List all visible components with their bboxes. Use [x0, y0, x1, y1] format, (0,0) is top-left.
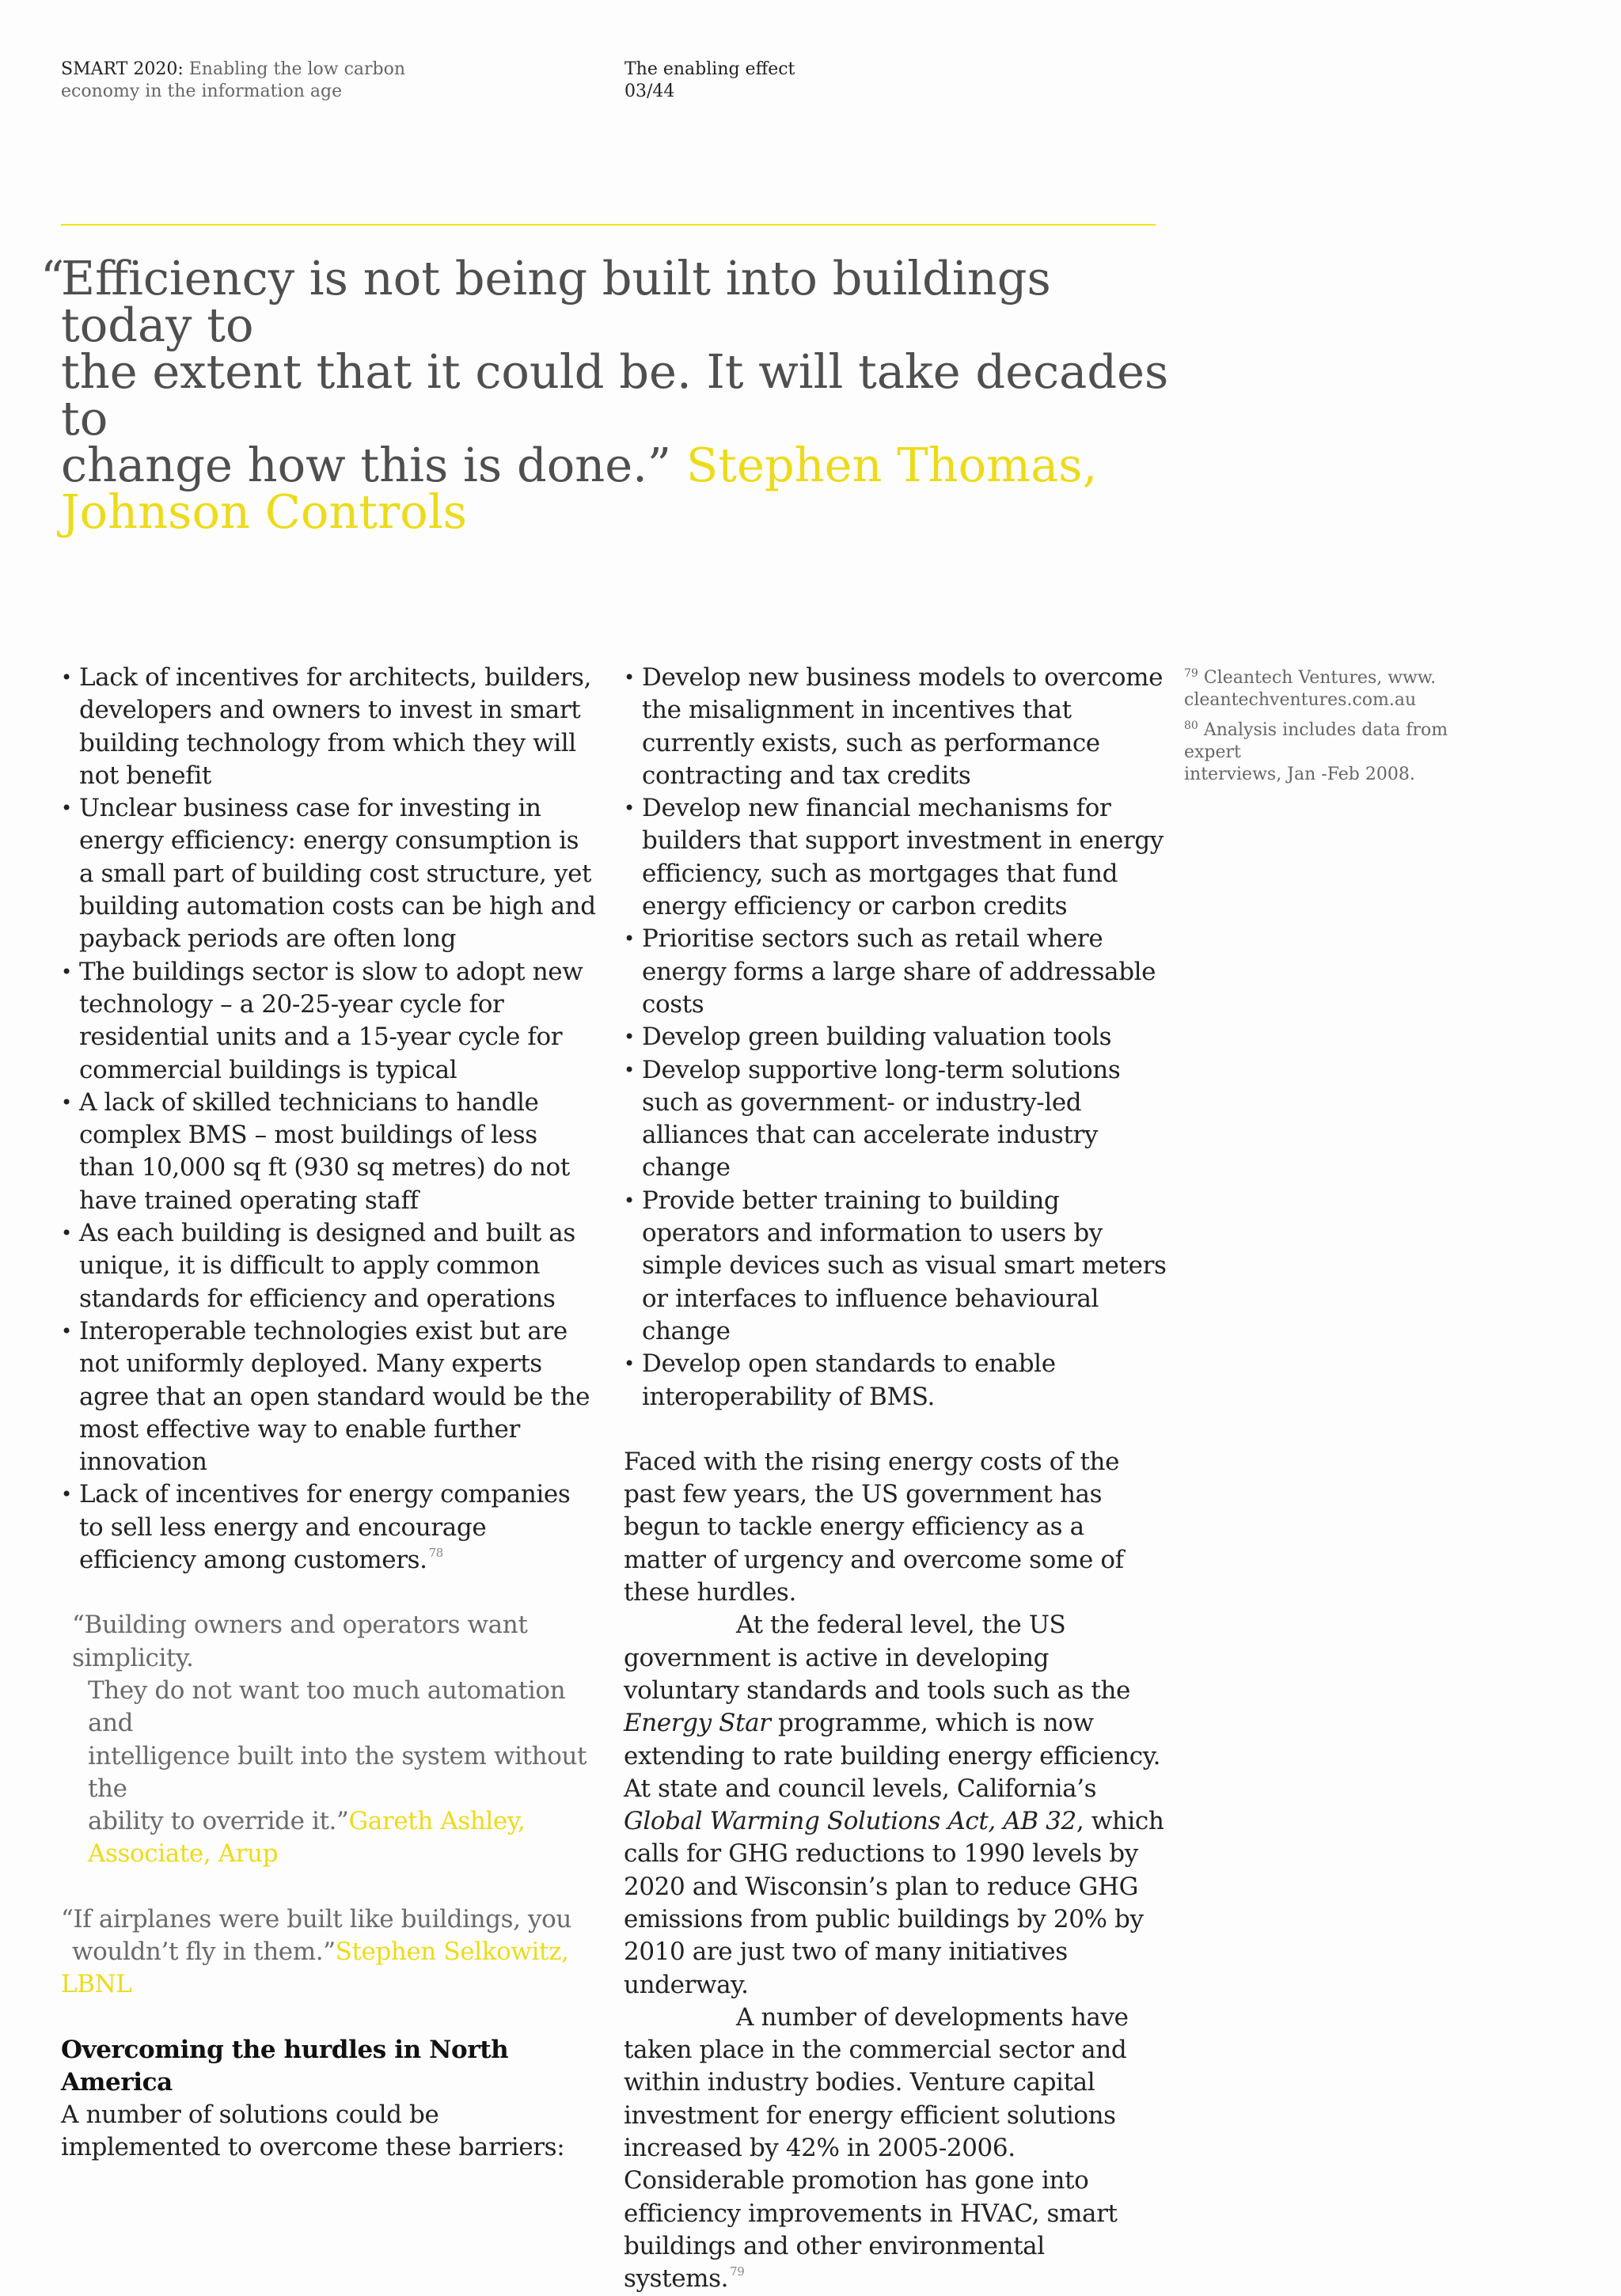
- list-item: • Develop green building valuation tools: [624, 1021, 1170, 1053]
- list-item: • Develop supportive long-term solutions such as government- or industry-led alliances that can accelerate industry change: [624, 1054, 1170, 1185]
- footnote-text-1: Analysis includes data from expert: [1184, 720, 1448, 762]
- quote-ashley-line-4: ability to override it.”: [88, 1807, 349, 1836]
- yellow-divider: [61, 224, 1156, 226]
- list-item: • Develop open standards to enable interoperability of BMS.: [624, 1348, 1170, 1414]
- section-title: The enabling effect: [624, 59, 795, 79]
- paragraph-text: programme, which is now extending to rate building energy efficiency. At state and council levels, California’s: [624, 1709, 1161, 1803]
- footnote-text-1: Cleantech Ventures, www.: [1203, 668, 1437, 688]
- list-item: • Lack of incentives for architects, builders, developers and owners to invest in smart building technology from which they will not benefit: [61, 662, 599, 792]
- pull-quote-line-1: Efficiency is not being built into buildings today to: [61, 251, 1051, 352]
- list-item: • Provide better training to building operators and information to users by simple devices such as visual smart meters or interfaces to influence behavioural change: [624, 1185, 1170, 1348]
- quote-ashley-line-1: “Building owners and operators want simplicity.: [72, 1611, 528, 1672]
- pull-quote-line-2: the extent that it could be. It will take decades to: [61, 344, 1169, 446]
- footnote-number: 80: [1184, 719, 1198, 732]
- doc-title-bold: SMART 2020:: [61, 59, 184, 79]
- quote-selkowitz: [61, 1903, 599, 2002]
- middle-column: [624, 662, 1170, 2296]
- barriers-list: [61, 662, 599, 1577]
- paragraph-text: , which calls for GHG reductions to 1990 levels by 2020 and Wisconsin’s plan to reduce GHG emissions from public buildings by 20% by 2010 are just two of many initiatives underway.: [624, 1807, 1164, 1999]
- pull-quote-attribution-2: Johnson Controls: [61, 484, 467, 539]
- list-item: • Develop new financial mechanisms for builders that support investment in energy efficiency, such as mortgages that fund energy efficiency or carbon credits: [624, 792, 1170, 923]
- list-item: • The buildings sector is slow to adopt new technology – a 20-25-year cycle for residential units and a 15-year cycle for commercial buildings is typical: [61, 956, 599, 1087]
- pull-quote-attribution-1: Stephen Thomas,: [685, 438, 1098, 492]
- footnote-ref-78: 78: [428, 1546, 443, 1561]
- quote-ashley-line-3: intelligence built into the system without the: [88, 1741, 587, 1803]
- list-item: • Develop new business models to overcome the misalignment in incentives that currently exists, such as performance contracting and tax credits: [624, 662, 1170, 792]
- list-item-last: [61, 1478, 599, 1577]
- footnote-80: [1184, 719, 1493, 786]
- quote-selkowitz-line-2: wouldn’t fly in them.”: [72, 1937, 336, 1966]
- footnote-text-2: interviews, Jan -Feb 2008.: [1184, 765, 1415, 784]
- quote-ashley-line-2: They do not want too much automation and: [88, 1676, 566, 1738]
- footnote-ref-79: 79: [730, 2264, 745, 2279]
- left-column: [61, 662, 599, 2165]
- paragraph-text: A number of developments have taken place in the commercial sector and within industry bodies. Venture capital investment for energy efficient solutions increased by 42% in 2005-2006. Considerable promotion has gone into efficiency improvements in HVAC, smart buildings and other environmental systems.: [624, 2002, 1129, 2294]
- doc-title-rest-2: economy in the information age: [61, 82, 343, 101]
- energy-star-italic: Energy Star: [624, 1709, 771, 1738]
- pull-quote-open-mark: “: [40, 251, 65, 306]
- solutions-list: [624, 662, 1170, 1414]
- section-intro: A number of solutions could be implemented to overcome these barriers:: [61, 2101, 565, 2162]
- section-heading: Overcoming the hurdles in North America: [61, 2035, 509, 2097]
- list-item: • Interoperable technologies exist but are not uniformly deployed. Many experts agree that an open standard would be the most effective way to enable further innovation: [61, 1315, 599, 1478]
- list-item-text: Lack of incentives for energy companies to sell less energy and encourage efficiency among customers.: [79, 1480, 571, 1575]
- footnote-79: [1184, 667, 1493, 712]
- quote-ashley-attribution-2: Associate, Arup: [88, 1839, 279, 1869]
- section-header: [624, 59, 941, 103]
- paragraph-developments: [624, 2002, 1170, 2296]
- doc-title-rest-1: Enabling the low carbon: [188, 59, 406, 79]
- paragraph-text: At the federal level, the US government is active in developing voluntary standards and tools such as the: [624, 1611, 1130, 1705]
- quote-ashley-attribution-1: Gareth Ashley,: [348, 1807, 526, 1836]
- paragraph-federal-level: [624, 1609, 1170, 2002]
- quote-selkowitz-line-1: “If airplanes were built like buildings, you: [61, 1904, 571, 1934]
- list-item: • A lack of skilled technicians to handle complex BMS – most buildings of less than 10,000 sq ft (930 sq metres) do not have trained operating staff: [61, 1087, 599, 1217]
- footnote-text-2: cleantechventures.com.au: [1184, 690, 1417, 710]
- quote-ashley: [61, 1609, 599, 1870]
- ab32-italic: Global Warming Solutions Act, AB 32: [624, 1807, 1076, 1836]
- list-item: • As each building is designed and built as unique, it is difficult to apply common standards for efficiency and operations: [61, 1217, 599, 1315]
- list-item: • Unclear business case for investing in energy efficiency: energy consumption is a small part of building cost structure, yet building automation costs can be high and payback periods are often long: [61, 792, 599, 955]
- list-item: • Prioritise sectors such as retail where energy forms a large share of addressable costs: [624, 923, 1170, 1021]
- quote-selkowitz-attribution: Stephen Selkowitz, LBNL: [61, 1937, 569, 1999]
- doc-title: [61, 59, 536, 103]
- pull-quote: [40, 251, 1185, 539]
- footnotes: [1184, 667, 1493, 794]
- footnote-number: 79: [1184, 667, 1198, 680]
- page-number: 03/44: [624, 82, 675, 101]
- paragraph-us-government: Faced with the rising energy costs of the past few years, the US government has begun to tackle energy efficiency as a matter of urgency and overcome some of these hurdles.: [624, 1447, 1124, 1607]
- pull-quote-line-3: change how this is done.”: [61, 438, 672, 492]
